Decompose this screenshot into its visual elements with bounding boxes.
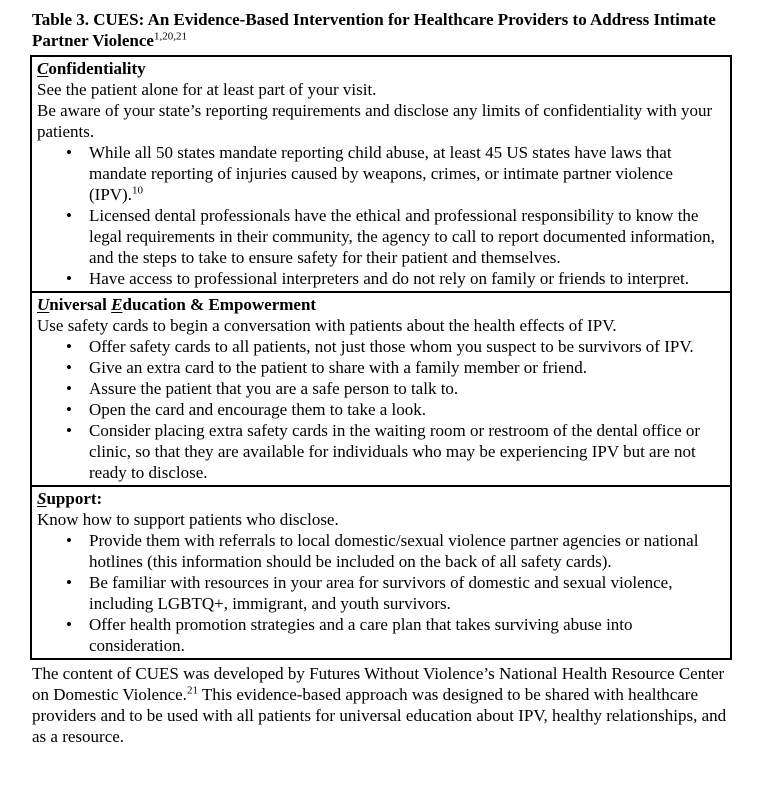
bullet-item [37,572,722,614]
section-confidentiality [32,57,730,291]
section-paragraph: Be aware of your state’s reporting requirements and disclose any limits of confidentiality with your patients. [37,101,713,141]
section-header-universal-education [37,294,722,315]
bullet-text: Give an extra card to the patient to share with a family member or friend. [89,358,588,377]
bullet-item [37,530,722,572]
header-lead-letter: E [111,295,123,314]
bullet-item [37,268,722,289]
section-header-support [37,488,722,509]
bullet-item [37,142,722,205]
footnote-text-part1: The content of CUES was developed by Futures Without Violence’s National Health Resource Center on Domestic Violence. [32,664,725,704]
bullet-item [37,357,722,378]
bullet-list [37,336,722,483]
bullet-text: Consider placing extra safety cards in the waiting room or restroom of the dental office or clinic, so that they are available for individuals who may be experiencing IPV but are not ready to disclose. [89,421,701,482]
section-header-confidentiality [37,58,722,79]
bullet-list [37,530,722,656]
bullet-text: Provide them with referrals to local domestic/sexual violence partner agencies or national hotlines (this information should be included on the back of all safety cards). [89,531,699,571]
bullet-list [37,142,722,289]
header-rest: onfidentiality [48,59,146,78]
bullet-item [37,205,722,268]
citation-superscript: 10 [131,184,143,197]
bullet-text: Offer safety cards to all patients, not just those whom you suspect to be survivors of IPV. [89,337,694,356]
footnote-citation-superscript: 21 [186,684,198,697]
bullet-text: Offer health promotion strategies and a care plan that takes surviving abuse into consideration. [89,615,633,655]
bullet-text: Assure the patient that you are a safe person to talk to. [89,379,459,398]
cues-table [30,55,732,660]
section-paragraph: Know how to support patients who disclose. [37,510,339,529]
header-rest: upport: [46,489,103,508]
section-paragraph: See the patient alone for at least part of your visit. [37,80,377,99]
bullet-item [37,614,722,656]
bullet-item [37,420,722,483]
section-paragraph: Use safety cards to begin a conversation with patients about the health effects of IPV. [37,316,617,335]
footnote-text-part2: This evidence-based approach was designed to be shared with healthcare providers and to be used with all patients for universal education about IPV, healthy relationships, and as a resource. [32,685,727,746]
header-lead-letter: U [37,295,50,314]
table-title-text: Table 3. CUES: An Evidence-Based Intervention for Healthcare Providers to Address Intimate Partner Violence [32,10,716,50]
header-rest: ducation & Empowerment [122,295,317,314]
bullet-text: Open the card and encourage them to take a look. [89,400,427,419]
title-citation-superscript: 1,20,21 [153,30,187,43]
bullet-item [37,336,722,357]
section-support [32,485,730,658]
header-rest: niversal [49,295,112,314]
header-lead-letter: C [37,59,49,78]
bullet-text: Have access to professional interpreters and do not rely on family or friends to interpret. [89,269,689,288]
bullet-text: Licensed dental professionals have the ethical and professional responsibility to know the legal requirements in their community, the agency to call to report documented information, and the steps to take to ensure safety for their patient and themselves. [89,206,715,267]
bullet-text: Be familiar with resources in your area for survivors of domestic and sexual violence, including LGBTQ+, immigrant, and youth survivors. [89,573,673,613]
bullet-text: While all 50 states mandate reporting child abuse, at least 45 US states have laws that mandate reporting of injuries caused by weapons, crimes, or intimate partner violence (IPV). [89,143,673,204]
table-footnote [32,663,732,747]
section-universal-education [32,291,730,485]
table-title [32,9,732,51]
bullet-item [37,399,722,420]
bullet-item [37,378,722,399]
header-lead-letter: S [37,489,47,508]
